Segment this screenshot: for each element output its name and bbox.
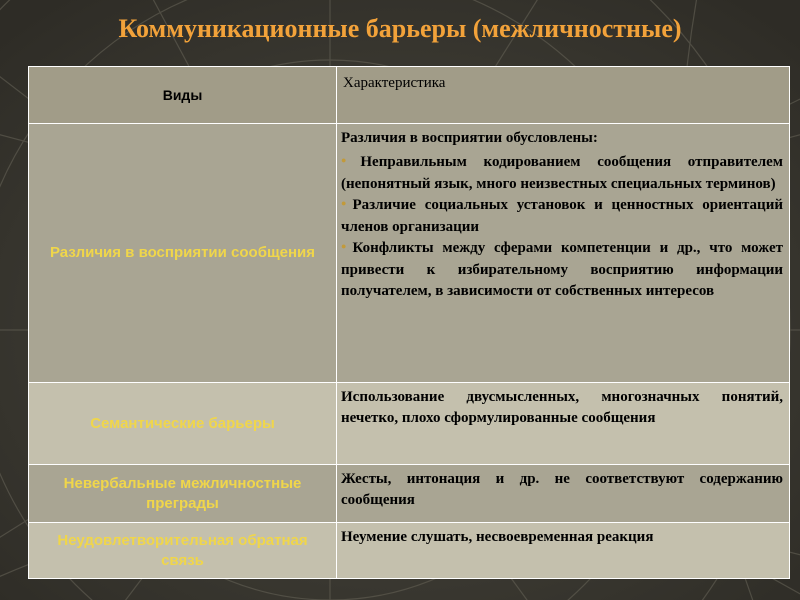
table-header-row — [29, 67, 790, 124]
table-row — [29, 124, 790, 383]
table-row — [29, 465, 790, 523]
bullet-item — [341, 238, 783, 302]
barrier-type: Семантические барьеры — [29, 383, 337, 465]
bullet-text: Неправильным кодированием сообщения отправителем (непонятный язык, много неизвестных специальных терминов) — [341, 154, 784, 192]
bullet-item — [341, 195, 783, 238]
bullet-text: Конфликты между сферами компетенции и др., что может привести к избирательному восприятию информации получателем, в зависимости от собственных интересов — [341, 240, 784, 299]
barrier-type: Невербальные межличностные преграды — [29, 465, 337, 523]
barrier-characteristic: Неумение слушать, несвоевременная реакция — [337, 523, 790, 579]
bullet-text: Различие социальных установок и ценностных ориентаций членов организации — [341, 197, 783, 235]
barriers-table — [28, 66, 790, 579]
barrier-type: Различия в восприятии сообщения — [29, 124, 337, 383]
barrier-characteristic: Жесты, интонация и др. не соответствуют содержанию сообщения — [337, 465, 790, 523]
barrier-characteristic: Использование двусмысленных, многозначных понятий, нечетко, плохо сформулированные сообщения — [337, 383, 790, 465]
table-row — [29, 383, 790, 465]
bullet-dot-icon: ● — [341, 241, 352, 251]
bullet-item — [341, 152, 783, 195]
barrier-characteristic — [337, 124, 790, 383]
header-types: Виды — [29, 67, 337, 124]
characteristic-intro: Различия в восприятии обусловлены: — [341, 130, 598, 146]
page-title: Коммуникационные барьеры (межличностные) — [118, 14, 682, 43]
bullet-dot-icon: ● — [341, 155, 360, 165]
bullet-dot-icon: ● — [341, 198, 352, 208]
header-characteristic: Характеристика — [337, 67, 790, 124]
table-row — [29, 523, 790, 579]
barrier-type: Неудовлетворительная обратная связь — [29, 523, 337, 579]
